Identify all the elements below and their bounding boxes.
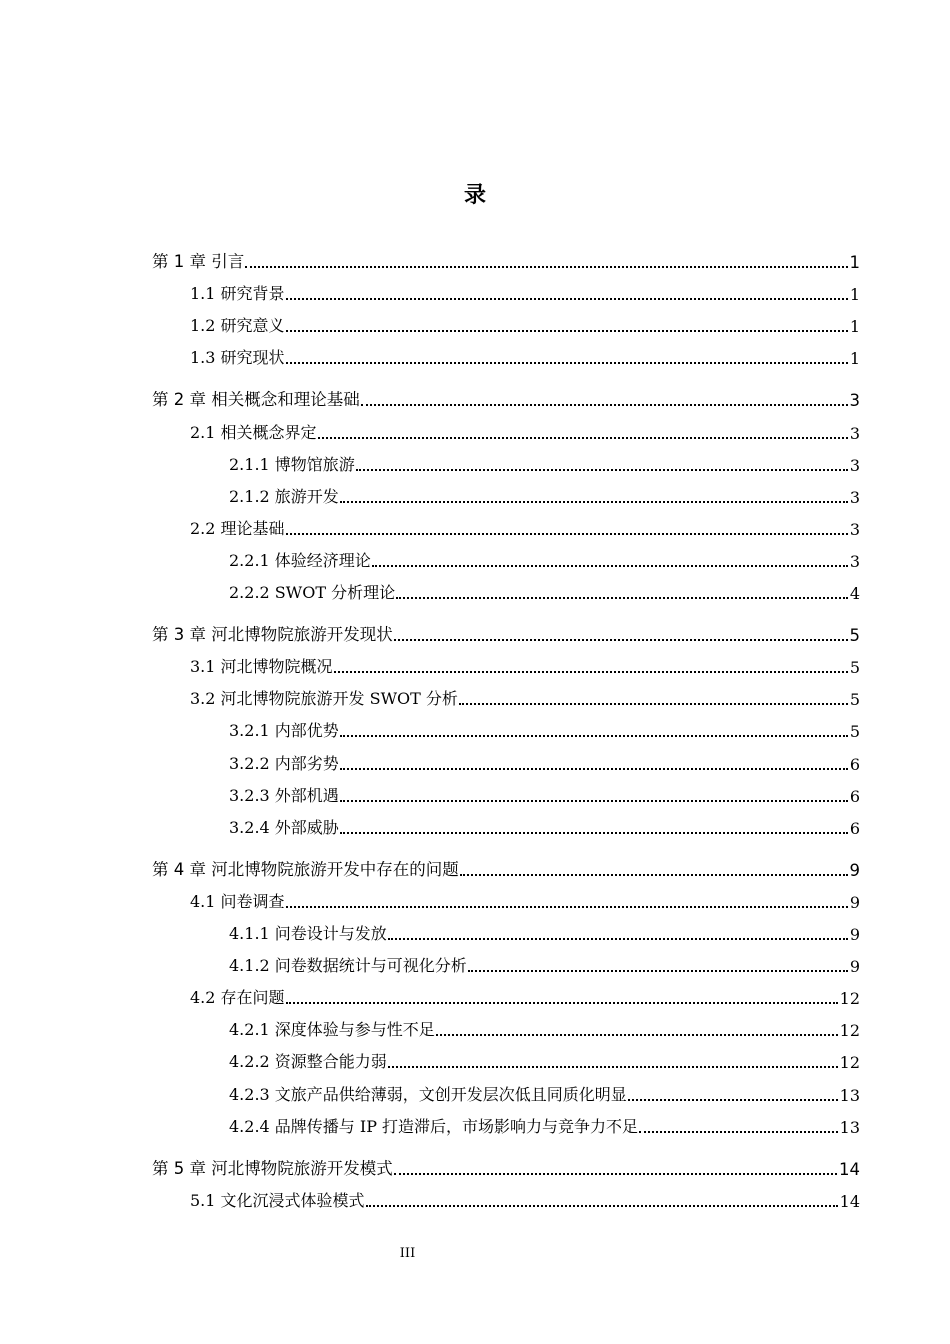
toc-dot-leader <box>356 451 848 471</box>
toc-dot-leader <box>334 653 848 673</box>
toc-entry[interactable] <box>229 954 860 976</box>
toc-entry-title: 3.2 河北博物院旅游开发 SWOT 分析 <box>190 689 458 709</box>
toc-entry-page-number: 1 <box>849 285 860 305</box>
toc-entry-title: 4.1.2 问卷数据统计与可视化分析 <box>229 956 467 976</box>
toc-entry[interactable] <box>229 549 860 571</box>
toc-entry[interactable] <box>190 314 860 336</box>
toc-entry-page-number: 12 <box>839 989 860 1009</box>
toc-entry[interactable] <box>229 752 860 774</box>
toc-dot-leader <box>388 920 848 940</box>
toc-entry-title: 3.2.4 外部威胁 <box>229 817 339 837</box>
toc-entry[interactable] <box>190 986 860 1008</box>
toc-entry[interactable] <box>229 1115 860 1137</box>
toc-dot-leader <box>286 344 848 364</box>
toc-entry-page-number: 3 <box>849 423 860 443</box>
toc-entry-title: 4.2.4 品牌传播与 IP 打造滞后，市场影响力与竞争力不足 <box>229 1116 639 1136</box>
toc-dot-leader <box>388 1048 838 1068</box>
toc-entry-page-number: 5 <box>849 626 860 646</box>
toc-dot-leader <box>286 888 848 908</box>
toc-entry-title: 4.2 存在问题 <box>190 988 285 1008</box>
toc-dot-leader <box>460 856 848 876</box>
toc-dot-leader <box>366 1187 838 1207</box>
toc-entry-page-number: 6 <box>849 786 860 806</box>
toc-dot-leader <box>372 547 848 567</box>
toc-entry-title: 第 2 章 相关概念和理论基础 <box>152 390 360 410</box>
toc-entry[interactable] <box>190 517 860 539</box>
toc-entry[interactable] <box>190 421 860 443</box>
toc-dot-leader <box>340 717 848 737</box>
toc-dot-leader <box>286 312 848 332</box>
toc-entry-title: 2.1.1 博物馆旅游 <box>229 454 355 474</box>
toc-entry-page-number: 4 <box>849 584 860 603</box>
page-footer-number: III <box>399 1246 416 1261</box>
toc-entry-page-number: 6 <box>849 754 860 774</box>
toc-entry-title: 4.2.2 资源整合能力弱 <box>229 1052 387 1072</box>
toc-entry-page-number: 3 <box>849 487 860 507</box>
toc-dot-leader <box>394 621 848 641</box>
toc-entry-title: 2.2.1 体验经济理论 <box>229 550 371 570</box>
toc-entry[interactable] <box>190 687 860 709</box>
toc-entry-title: 3.1 河北博物院概况 <box>190 657 333 677</box>
toc-entry-page-number: 3 <box>849 519 860 539</box>
toc-entry[interactable] <box>229 922 860 944</box>
toc-dot-leader <box>436 1016 838 1036</box>
toc-entry-title: 3.2.3 外部机遇 <box>229 785 339 805</box>
toc-entry-page-number: 9 <box>849 925 860 944</box>
toc-entry-title: 1.1 研究背景 <box>190 284 285 304</box>
toc-entry-title: 第 5 章 河北博物院旅游开发模式 <box>152 1158 393 1178</box>
toc-entry-page-number: 1 <box>849 317 860 337</box>
toc-dot-leader <box>286 515 848 535</box>
toc-entry-page-number: 9 <box>849 957 860 977</box>
toc-entry-page-number: 5 <box>849 722 860 742</box>
toc-entry-title: 4.2.3 文旅产品供给薄弱，文创开发层次低且同质化明显 <box>229 1084 627 1104</box>
toc-dot-leader <box>318 419 848 439</box>
toc-entry[interactable] <box>190 282 860 304</box>
toc-entry-page-number: 5 <box>849 658 860 678</box>
toc-entry-page-number: 14 <box>839 1159 860 1179</box>
toc-entry-title: 3.2.2 内部劣势 <box>229 753 339 773</box>
toc-entry-page-number: 3 <box>849 391 860 411</box>
toc-dot-leader <box>340 782 848 802</box>
toc-dot-leader <box>628 1081 838 1101</box>
toc-entry-title: 第 1 章 引言 <box>152 252 245 271</box>
toc-dot-leader <box>340 814 848 834</box>
toc-entry-title: 3.2.1 内部优势 <box>229 721 339 741</box>
toc-entry[interactable] <box>152 858 860 880</box>
toc-entry-page-number: 9 <box>849 892 860 912</box>
toc-entry-page-number: 3 <box>849 455 860 475</box>
toc-entry[interactable] <box>229 1083 860 1105</box>
toc-entry[interactable] <box>229 719 860 741</box>
toc-entry[interactable] <box>229 453 860 475</box>
toc-entry-title: 4.1.1 问卷设计与发放 <box>229 924 387 943</box>
toc-entry[interactable] <box>152 388 860 410</box>
page-title: 录 <box>463 183 486 208</box>
toc-entry-title: 2.2 理论基础 <box>190 518 285 538</box>
toc-entry-title: 1.3 研究现状 <box>190 348 285 368</box>
toc-entry[interactable] <box>152 1157 860 1179</box>
toc-entry-page-number: 14 <box>839 1191 860 1211</box>
toc-entry[interactable] <box>190 346 860 368</box>
toc-entry-title: 第 3 章 河北博物院旅游开发现状 <box>152 625 393 645</box>
toc-entry[interactable] <box>229 581 860 603</box>
toc-entry-title: 第 4 章 河北博物院旅游开发中存在的问题 <box>152 859 459 879</box>
toc-entry-title: 2.1.2 旅游开发 <box>229 486 339 506</box>
toc-dot-leader <box>245 248 847 268</box>
toc-dot-leader <box>459 685 848 705</box>
toc-entry-page-number: 9 <box>849 860 860 880</box>
toc-entry[interactable] <box>229 816 860 838</box>
toc-entry-title: 2.1 相关概念界定 <box>190 422 317 442</box>
toc-entry-page-number: 13 <box>839 1117 860 1137</box>
toc-entry[interactable] <box>229 1018 860 1040</box>
toc-dot-leader <box>361 386 848 406</box>
toc-entry-page-number: 1 <box>849 253 860 272</box>
toc-dot-leader <box>286 984 838 1004</box>
toc-dot-leader <box>286 280 848 300</box>
toc-dot-leader <box>340 483 848 503</box>
toc-dot-leader <box>396 579 848 599</box>
toc-entry[interactable] <box>229 784 860 806</box>
toc-entry-title: 4.1 问卷调查 <box>190 891 285 911</box>
toc-entry-title: 2.2.2 SWOT 分析理论 <box>229 583 396 602</box>
toc-dot-leader <box>639 1113 838 1133</box>
toc-entry[interactable] <box>152 623 860 645</box>
toc-dot-leader <box>468 952 848 972</box>
toc-entry-title: 1.2 研究意义 <box>190 316 285 336</box>
toc-entry-title: 5.1 文化沉浸式体验模式 <box>190 1190 365 1210</box>
toc-entry[interactable] <box>229 485 860 507</box>
toc-entry[interactable] <box>190 1189 860 1211</box>
toc-entry[interactable] <box>229 1050 860 1072</box>
toc-entry-title: 4.2.1 深度体验与参与性不足 <box>229 1020 435 1040</box>
toc-entry-page-number: 12 <box>839 1053 860 1073</box>
toc-entry-page-number: 3 <box>849 551 860 571</box>
toc-entry[interactable] <box>152 250 860 272</box>
toc-dot-leader <box>340 750 848 770</box>
toc-entry-page-number: 12 <box>839 1021 860 1041</box>
toc-dot-leader <box>394 1155 837 1175</box>
toc-entry[interactable] <box>190 655 860 677</box>
toc-entry-page-number: 13 <box>839 1085 860 1105</box>
toc-entry-page-number: 6 <box>849 818 860 838</box>
toc-entry[interactable] <box>190 890 860 912</box>
toc-entry-page-number: 5 <box>849 690 860 710</box>
toc-entry-page-number: 1 <box>849 349 860 369</box>
